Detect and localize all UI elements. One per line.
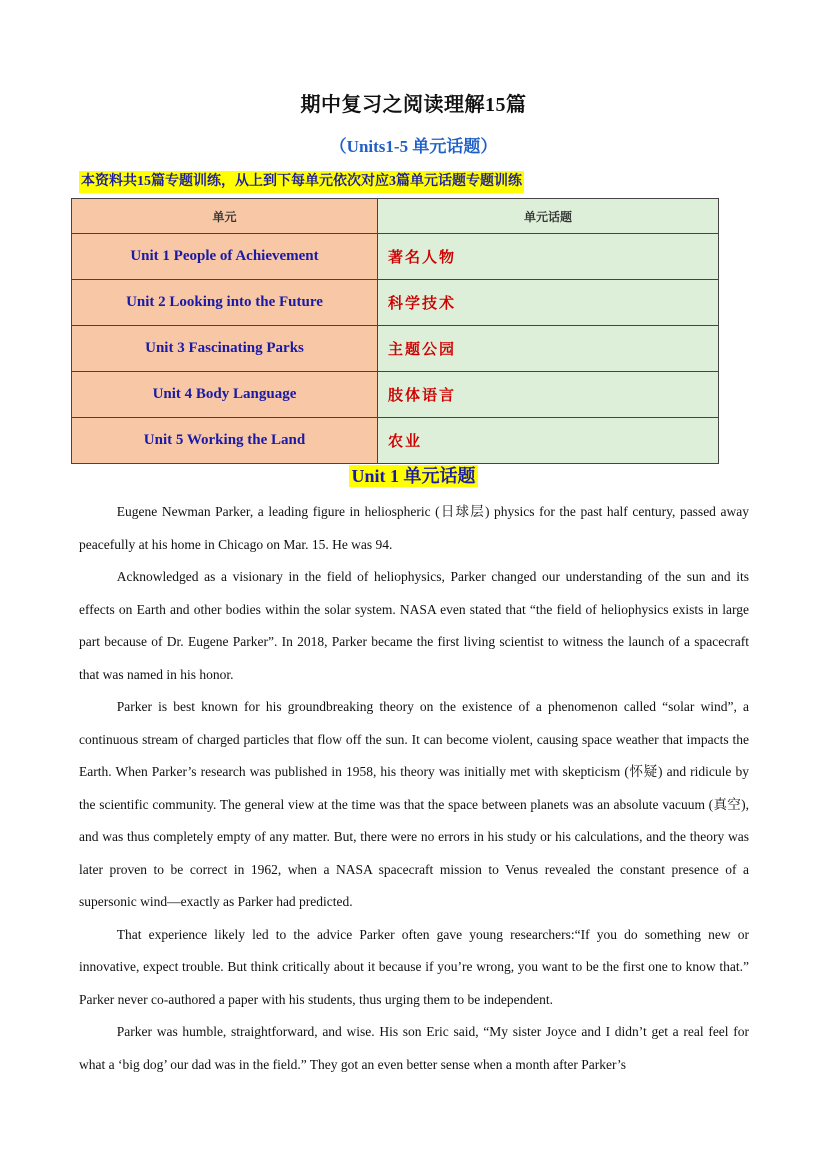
unit-cell: Unit 3 Fascinating Parks: [72, 326, 378, 372]
topic-cell: 农业: [378, 418, 719, 464]
topic-cell: 著名人物: [378, 234, 719, 280]
article-paragraph: Parker is best known for his groundbreaking theory on the existence of a phenomenon called “solar wind”, a continuous stream of charged particles that flow off the sun. It can become violent, causing space weather that impacts the Earth. When Parker’s research was published in 1958, his theory was initially met with skepticism (怀疑) and ridicule by the scientific community. The general view at the time was that the space between planets was an absolute vacuum (真空), and was thus completely empty of any matter. But, there were no errors in his study or his calculations, and the theory was later proven to be correct in 1962, when a NASA spacecraft mission to Venus revealed the constant presence of a supersonic wind—exactly as Parker had predicted.: [79, 699, 749, 909]
table-row: [72, 326, 719, 372]
table-row: [72, 280, 719, 326]
article-body: [79, 496, 749, 1081]
unit-cell: Unit 1 People of Achievement: [72, 234, 378, 280]
topic-cell: 肢体语言: [378, 372, 719, 418]
section-heading-text: Unit 1 单元话题: [351, 466, 476, 486]
unit-cell: Unit 2 Looking into the Future: [72, 280, 378, 326]
section-heading: [0, 462, 827, 488]
article-paragraph: Acknowledged as a visionary in the field of heliophysics, Parker changed our understanding of the sun and its effects on Earth and other bodies within the solar system. NASA even stated that “the field of heliophysics exists in large part because of Dr. Eugene Parker”. In 2018, Parker became the first living scientist to witness the launch of a spacecraft that was named in his honor.: [79, 569, 749, 682]
article-paragraph: Eugene Newman Parker, a leading figure in heliospheric (日球层) physics for the past half century, passed away peacefully at his home in Chicago on Mar. 15. He was 94.: [79, 504, 749, 552]
page-subtitle: （Units1-5 单元话题）: [329, 137, 498, 156]
highlighted-notice: 本资料共15篇专题训练，从上到下每单元依次对应3篇单元话题专题训练: [79, 171, 524, 193]
article-paragraph: That experience likely led to the advice Parker often gave young researchers:“If you do something new or innovative, expect trouble. But think critically about it because if you’re wrong, you want to be the first one to know that.” Parker never co-authored a paper with his students, thus urging them to be independent.: [79, 926, 749, 1007]
unit-cell: Unit 5 Working the Land: [72, 418, 378, 464]
table-row: [72, 234, 719, 280]
topic-cell: 科学技术: [378, 280, 719, 326]
page-title: 期中复习之阅读理解15篇: [300, 94, 527, 116]
table-row: [72, 372, 719, 418]
table-header-row: [72, 199, 719, 234]
unit-cell: Unit 4 Body Language: [72, 372, 378, 418]
table-row: [72, 418, 719, 464]
topic-cell: 主题公园: [378, 326, 719, 372]
header-unit: 单元: [72, 199, 378, 234]
unit-topic-table: [71, 198, 719, 464]
article-paragraph: Parker was humble, straightforward, and wise. His son Eric said, “My sister Joyce and I didn’t get a real feel for what a ‘big dog’ our dad was in the field.” They got an even better sense when a month after Parker’s: [79, 1024, 749, 1072]
header-topic: 单元话题: [378, 199, 719, 234]
